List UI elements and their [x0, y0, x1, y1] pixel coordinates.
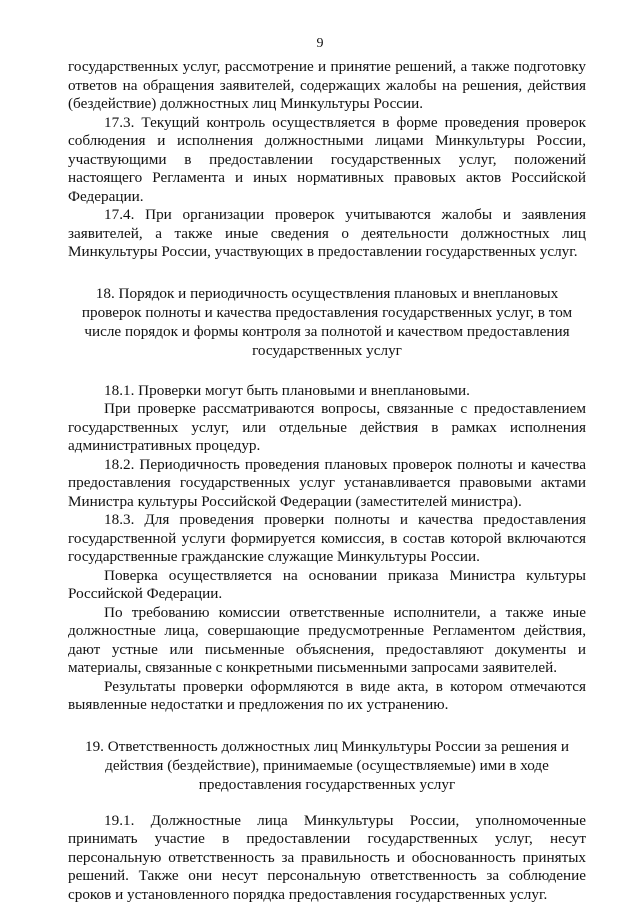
paragraph: 18.3. Для проведения проверки полноты и качества предоставления государственной услуги формируется комиссия, в состав которой включаются государственные гражданские служащие Минкультуры России.: [68, 511, 586, 565]
document-body: [68, 58, 586, 904]
spacer: [68, 262, 586, 284]
paragraph: По требованию комиссии ответственные исполнители, а также иные должностные лица, совершающие предусмотренные Регламентом действия, дают устные или письменные объяснения, предоставляют документы и материалы, связанные с конкретными письменными запросами заявителей.: [68, 603, 586, 676]
paragraph: 18.2. Периодичность проведения плановых проверок полноты и качества предоставления государственных услуг устанавливается правовыми актами Министра культуры Российской Федерации (заместителей министра).: [68, 455, 586, 510]
paragraph: государственных услуг, рассмотрение и принятие решений, а также подготовку ответов на обращения заявителей, содержащих жалобы на решения, действия (бездействие) должностных лиц Минкультуры России.: [68, 58, 586, 112]
paragraph: 19.1. Должностные лица Минкультуры России, уполномоченные принимать участие в предоставлении государственных услуг, несут персональную ответственность за правильность и обоснованность принятых решений. Также они несут персональную ответственность за соблюдение сроков и установленного порядка предоставления государственных услуг.: [68, 811, 586, 903]
paragraph: Поверка осуществляется на основании приказа Министра культуры Российской Федерации.: [68, 566, 586, 602]
spacer: [68, 360, 586, 382]
paragraph: 17.3. Текущий контроль осуществляется в форме проведения проверок соблюдения и исполнения должностными лицами Минкультуры России, участвующими в предоставлении государственных услуг, положений настоящего Регламента и иных нормативных правовых актов Российской Федерации.: [68, 113, 586, 205]
spacer: [68, 715, 586, 737]
spacer: [68, 794, 586, 812]
paragraph: При проверке рассматриваются вопросы, связанные с предоставлением государственных услуг, или отдельные действия в рамках исполнения административных процедур.: [68, 400, 586, 454]
paragraph: Результаты проверки оформляются в виде акта, в котором отмечаются выявленные недостатки и предложения по их устранению.: [68, 677, 586, 713]
paragraph: 18.1. Проверки могут быть плановыми и внеплановыми.: [104, 381, 470, 399]
page-number: 9: [316, 36, 324, 51]
paragraph: 17.4. При организации проверок учитываются жалобы и заявления заявителей, а также иные сведения о деятельности должностных лиц Минкультуры России, участвующих в предоставлении государственных услуг.: [68, 206, 586, 260]
section-heading: 19. Ответственность должностных лиц Минкультуры России за решения и действия (бездействие), принимаемые (осуществляемые) ими в ходе предоставления государственных услуг: [84, 737, 570, 793]
section-heading: 18. Порядок и периодичность осуществления плановых и внеплановых проверок полноты и качества предоставления государственных услуг, в том числе порядок и формы контроля за полнотой и качеством предоставления государственных услуг: [81, 284, 573, 359]
